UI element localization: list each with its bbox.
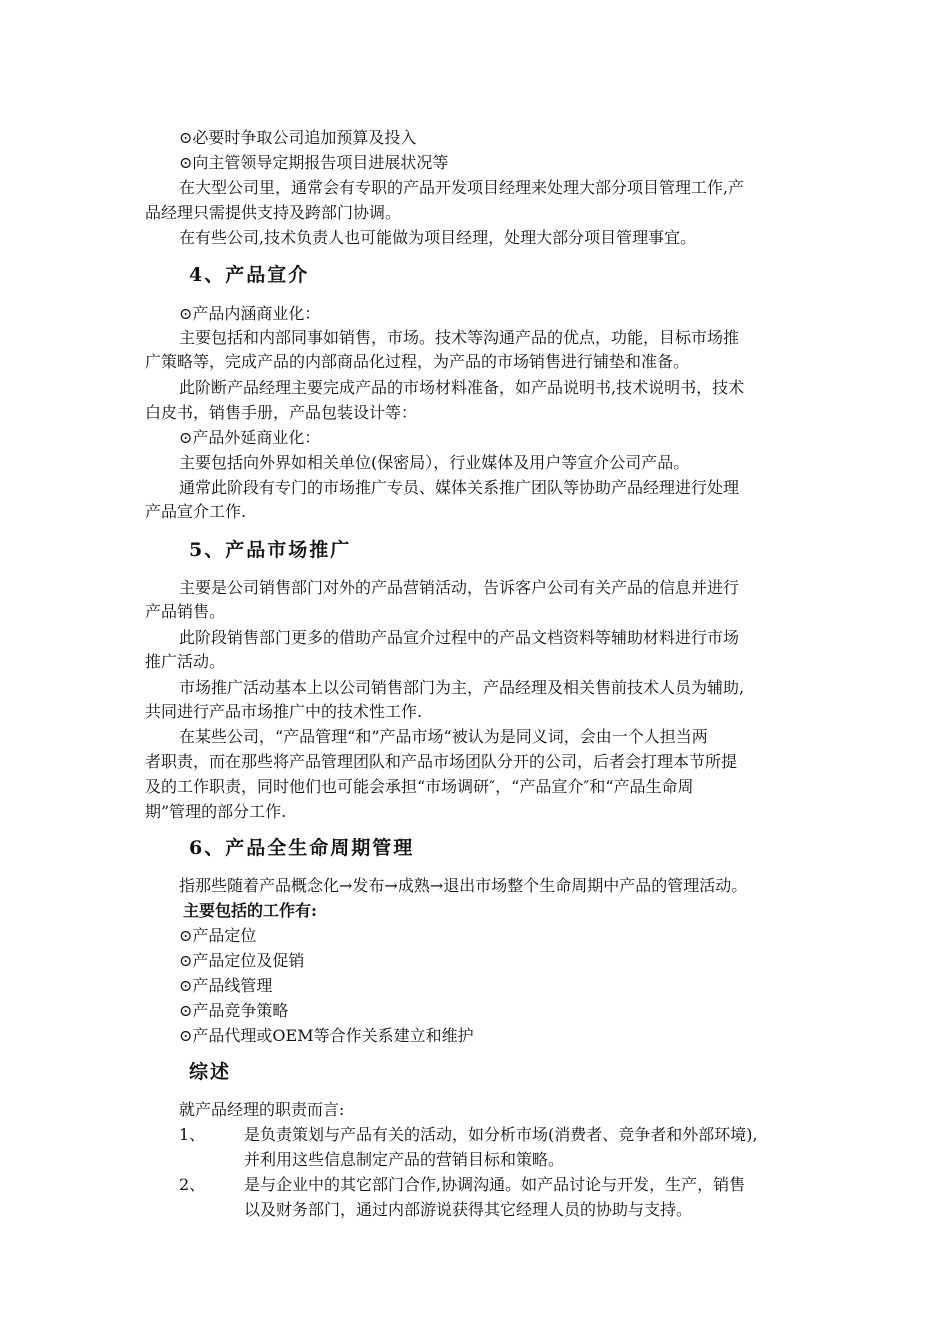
bullet-item: ⊙必要时争取公司追加预算及投入 xyxy=(179,128,417,147)
section-heading: 5、产品市场推广 xyxy=(189,539,352,561)
paragraph-line: 指那些随着产品概念化→发布→成熟→退出市场整个生命周期中产品的管理活动。 xyxy=(179,876,748,895)
sub-heading: ⊙产品内涵商业化： xyxy=(179,304,321,323)
paragraph-line: 共同进行产品市场推广中的技术性工作. xyxy=(145,702,423,721)
paragraph-line: 者职责，而在那些将产品管理团队和产品市场团队分开的公司，后者会打理本节所提 xyxy=(145,752,738,771)
list-item: ⊙产品定位 xyxy=(179,926,257,945)
paragraph-line: 就产品经理的职责而言: xyxy=(179,1100,345,1119)
paragraph-line: 在大型公司里，通常会有专职的产品开发项目经理来处理大部分项目管理工作,产 xyxy=(179,178,745,197)
list-item: ⊙产品代理或OEM等合作关系建立和维护 xyxy=(179,1026,474,1045)
paragraph-line: 主要是公司销售部门对外的产品营销活动，告诉客户公司有关产品的信息并进行 xyxy=(179,578,740,597)
bullet-item: ⊙向主管领导定期报告项目进展状况等 xyxy=(179,153,449,172)
list-item: ⊙产品竞争策略 xyxy=(179,1001,289,1020)
paragraph-line: 期”管理的部分工作. xyxy=(145,802,287,821)
paragraph-line: 此阶断产品经理主要完成产品的市场材料准备，如产品说明书,技术说明书，技术 xyxy=(179,378,745,397)
paragraph-line: 品经理只需提供支持及跨部门协调。 xyxy=(145,203,402,222)
paragraph-line: 产品销售。 xyxy=(145,602,226,621)
section-heading: 4、产品宣介 xyxy=(189,264,310,286)
paragraph-line: 通常此阶段有专门的市场推广专员、媒体关系推广团队等协助产品经理进行处理 xyxy=(179,478,740,497)
paragraph-line: 主要包括向外界如相关单位(保密局），行业媒体及用户等宣介公司产品。 xyxy=(179,453,690,472)
section-heading: 6、产品全生命周期管理 xyxy=(189,837,415,859)
paragraph-line: 及的工作职责，同时他们也可能会承担“市场调研″，“产品宣介″和“产品生命周 xyxy=(145,777,694,796)
bold-label: 主要包括的工作有: xyxy=(183,901,317,920)
paragraph-line: 产品宣介工作. xyxy=(145,502,247,521)
list-item-line: 并利用这些信息制定产品的营销目标和策略。 xyxy=(244,1150,565,1169)
section-heading: 综述 xyxy=(189,1061,232,1083)
list-number: 2、 xyxy=(179,1175,206,1194)
paragraph-line: 白皮书，销售手册，产品包装设计等： xyxy=(145,403,418,422)
list-item-line: 是负责策划与产品有关的活动，如分析市场(消费者、竞争者和外部环境), xyxy=(244,1125,758,1144)
paragraph-line: 在某些公司，“产品管理“和”产品市场“被认为是同义词，会由一个人担当两 xyxy=(179,727,708,746)
list-item: ⊙产品线管理 xyxy=(179,976,273,995)
list-item-line: 是与企业中的其它部门合作,协调沟通。如产品讨论与开发，生产，销售 xyxy=(244,1175,746,1194)
paragraph-line: 市场推广活动基本上以公司销售部门为主，产品经理及相关售前技术人员为辅助, xyxy=(179,678,745,697)
paragraph-line: 广策略等，完成产品的内部商品化过程，为产品的市场销售进行铺垫和准备。 xyxy=(145,352,690,371)
list-item-line: 以及财务部门，通过内部游说获得其它经理人员的协助与支持。 xyxy=(244,1200,693,1219)
paragraph-line: 此阶段销售部门更多的借助产品宣介过程中的产品文档资料等辅助材料进行市场 xyxy=(179,628,740,647)
sub-heading: ⊙产品外延商业化： xyxy=(179,428,321,447)
list-number: 1、 xyxy=(179,1125,206,1144)
paragraph-line: 推广活动。 xyxy=(145,652,226,671)
list-item: ⊙产品定位及促销 xyxy=(179,951,305,970)
paragraph-line: 在有些公司,技术负责人也可能做为项目经理，处理大部分项目管理事宜。 xyxy=(179,228,697,247)
paragraph-line: 主要包括和内部同事如销售，市场。技术等沟通产品的优点，功能，目标市场推 xyxy=(179,328,740,347)
